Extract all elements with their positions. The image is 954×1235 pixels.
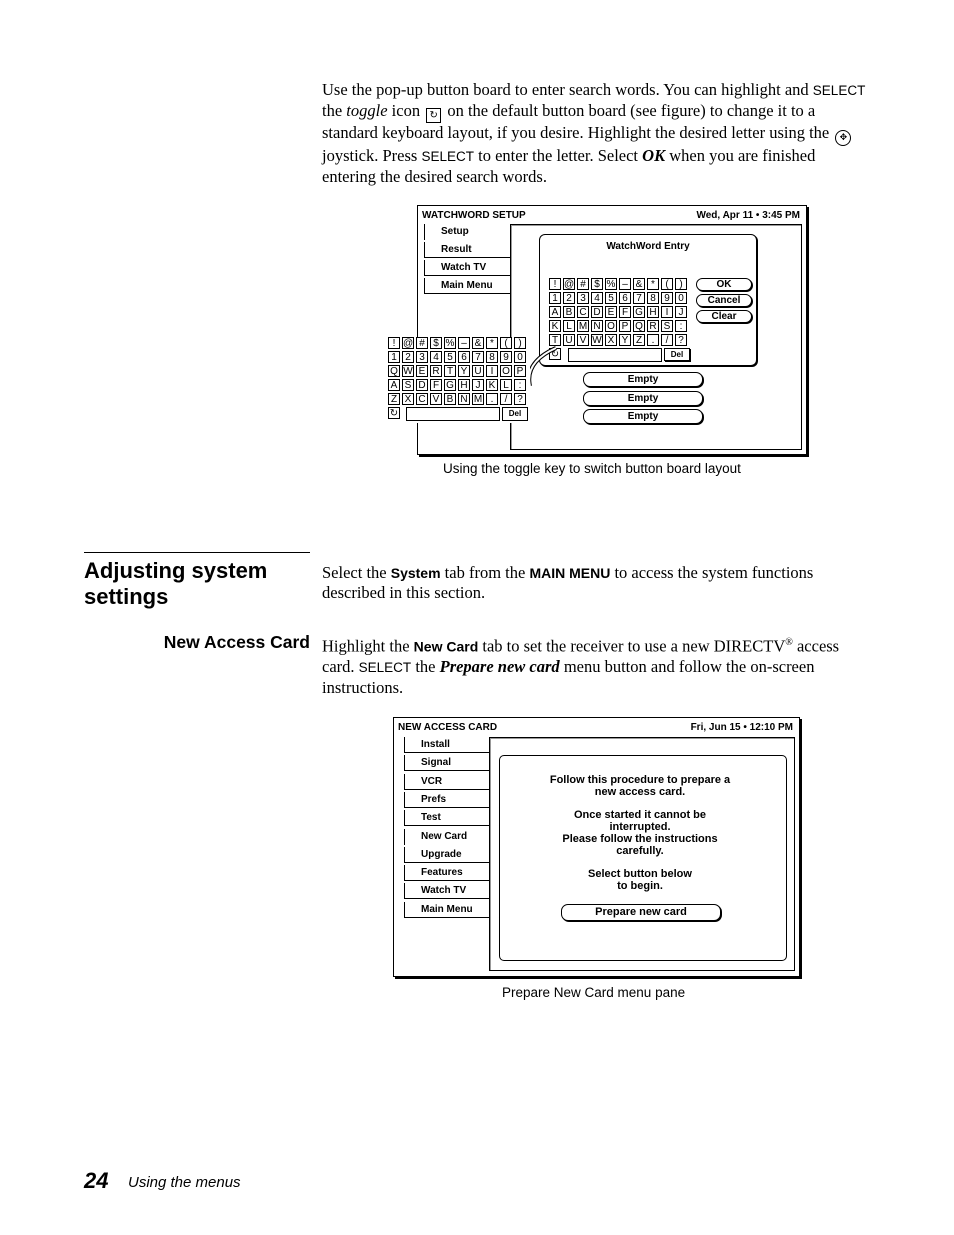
default-board-key[interactable]: L [563,320,575,332]
prepare-new-card-button[interactable]: Prepare new card [561,904,721,921]
keyboard-board-key[interactable]: ! [388,337,400,349]
keyboard-board-key[interactable]: & [472,337,484,349]
default-board-key[interactable]: ( [661,278,673,290]
default-board-key[interactable]: ! [549,278,561,290]
tab-upgrade[interactable]: Upgrade [404,847,489,863]
default-board-key[interactable]: T [549,334,561,346]
message-3: Select button below to begin. [588,868,692,892]
default-board-key[interactable]: % [606,279,616,290]
keyboard-board-key[interactable]: T [444,365,456,377]
intro-paragraph: Use the pop-up button board to enter search words. You can highlight and SELECT the toggle icon ↻ on the default button board (see figure) to change it to a standard keyboard layout, if you desire. Highlight the desired letter using the ✥ joystick. Press SELECT to enter the letter. Select OK when you are finished entering the desired search words. [322,80,866,186]
empty-slot-1[interactable]: Empty [583,372,703,387]
keyboard-board-key[interactable]: J [472,379,484,391]
keyboard-board-key[interactable]: 3 [416,351,428,363]
default-board-key[interactable]: # [577,278,589,290]
keyboard-board-key[interactable]: L [500,379,512,391]
default-board-key[interactable]: 6 [619,292,631,304]
keyboard-board-key[interactable]: 9 [500,351,512,363]
default-board-key[interactable]: G [633,306,645,318]
keyboard-board-key[interactable]: V [430,393,442,405]
tab-signal[interactable]: Signal [404,755,489,771]
figure2-caption: Prepare New Card menu pane [502,985,686,1000]
default-board-key[interactable]: 9 [661,292,673,304]
joystick-icon: ✥ [835,130,851,146]
keyboard-board-key[interactable]: 6 [458,351,470,363]
empty-slot-2[interactable]: Empty [583,391,703,406]
keyboard-board-key[interactable]: Q [388,365,400,377]
keyboard-text-field[interactable] [406,407,500,421]
keyboard-board-key[interactable]: U [472,365,484,377]
default-board-key[interactable]: 2 [563,292,575,304]
default-board-key[interactable]: B [563,306,575,318]
keyboard-board-key[interactable]: 1 [388,351,400,363]
default-board-key[interactable]: N [591,320,603,332]
default-board-key[interactable]: . [647,334,659,346]
toggle-key[interactable]: ↻ [550,349,560,360]
keyboard-board-key[interactable]: S [402,379,414,391]
section-paragraph: Select the System tab from the MAIN MENU to access the system functions described in this section. [322,563,814,602]
screen-datetime-2: Fri, Jun 15 • 12:10 PM [690,722,793,733]
keyboard-board-key[interactable]: F [430,379,442,391]
default-board-key[interactable]: H [647,306,659,318]
default-board-key[interactable]: D [591,306,603,318]
keyboard-board-key[interactable]: 8 [486,351,498,363]
keyboard-board-key[interactable]: I [486,365,498,377]
default-board-key[interactable]: : [675,320,687,332]
keyboard-board-key[interactable]: * [486,337,498,349]
keyboard-board-key[interactable]: Y [458,365,470,377]
default-board-key[interactable]: E [605,306,617,318]
screen-title-2: NEW ACCESS CARD [398,722,498,733]
default-board-key[interactable]: A [549,306,561,318]
tab-prefs[interactable]: Prefs [404,792,489,808]
keyboard-board-key[interactable]: M [473,394,483,405]
keyboard-button-board [386,337,530,423]
entry-text-field[interactable] [568,348,662,362]
keyboard-board-key[interactable]: # [416,337,428,349]
default-board-key[interactable]: * [647,278,659,290]
default-board-key[interactable]: – [619,278,631,290]
default-board-key[interactable]: $ [591,278,603,290]
default-board-key[interactable]: 3 [577,292,589,304]
default-board-key[interactable]: W [592,335,602,346]
tab-new-card[interactable]: New Card [404,829,489,845]
keyboard-board-key[interactable]: N [458,393,470,405]
default-board-key[interactable]: S [661,320,673,332]
keyboard-board-key[interactable]: 0 [514,351,526,363]
default-board-key[interactable]: K [549,320,561,332]
watchword-entry-dialog [539,234,757,366]
tab-main-menu[interactable]: Main Menu [424,278,510,294]
tab-test[interactable]: Test [404,810,489,826]
default-board-key[interactable]: 8 [647,292,659,304]
message-1: Follow this procedure to prepare a new access card. [549,774,731,798]
default-board-key[interactable]: 4 [591,292,603,304]
keyboard-board-key[interactable]: : [514,379,526,391]
keyboard-board-key[interactable]: $ [430,337,442,349]
default-board-key[interactable]: F [619,306,631,318]
screen-title: WATCHWORD SETUP [422,210,526,221]
default-board-key[interactable]: R [647,320,659,332]
keyboard-board-key[interactable]: A [388,379,400,391]
keyboard-board-key[interactable]: C [416,393,428,405]
keyboard-board-key[interactable]: 7 [472,351,484,363]
cancel-button[interactable]: Cancel [696,294,752,307]
tab-watch-tv[interactable]: Watch TV [404,883,489,899]
keyboard-board-key[interactable]: . [486,393,498,405]
ok-button[interactable]: OK [696,278,752,291]
tab-install[interactable]: Install [404,737,489,753]
keyboard-board-key[interactable]: R [430,365,442,377]
keyboard-board-key[interactable]: B [444,393,456,405]
default-board-key[interactable]: C [577,306,589,318]
default-board-key[interactable]: Z [633,334,645,346]
page-number: 24 [84,1168,109,1193]
default-board-key[interactable]: P [619,320,631,332]
default-board-key[interactable]: ) [675,278,687,290]
keyboard-board-key[interactable]: ? [514,393,526,405]
keyboard-board-key[interactable]: ( [500,337,512,349]
default-board-key[interactable]: Y [619,334,631,346]
default-board-key[interactable]: V [577,334,589,346]
tab-watch-tv[interactable]: Watch TV [424,260,510,276]
keyboard-board-key[interactable]: P [514,365,526,377]
keyboard-board-key[interactable]: H [458,379,470,391]
tab-features[interactable]: Features [404,865,489,881]
default-board-key[interactable]: / [661,334,673,346]
screen-datetime: Wed, Apr 11 • 3:45 PM [696,210,800,221]
default-board-key[interactable]: 1 [549,292,561,304]
del-button-2[interactable]: Del [502,407,528,421]
tab-main-menu[interactable]: Main Menu [404,902,489,918]
section-rule [84,552,310,553]
default-board-key[interactable]: 0 [675,292,687,304]
tab-vcr[interactable]: VCR [404,774,489,790]
keyboard-board-key[interactable]: 4 [430,351,442,363]
footer-section: Using the menus [128,1174,241,1191]
tab-result[interactable]: Result [424,242,510,258]
default-board-key[interactable]: 5 [605,292,617,304]
default-board-key[interactable]: M [578,321,588,332]
keyboard-board-key[interactable]: 5 [444,351,456,363]
keyboard-board-key[interactable]: D [416,379,428,391]
dialog-title: WatchWord Entry [606,241,690,252]
tab-setup[interactable]: Setup [424,224,510,240]
keyboard-board-key[interactable]: % [445,338,455,349]
default-board-key[interactable]: Q [633,320,645,332]
default-board-key[interactable]: I [661,306,673,318]
keyboard-board-key[interactable]: 2 [402,351,414,363]
keyboard-board-key[interactable]: W [403,366,413,377]
keyboard-board-key[interactable]: – [458,337,470,349]
keyboard-board-key[interactable]: ) [514,337,526,349]
clear-button[interactable]: Clear [696,310,752,323]
new-access-card-screen [393,717,800,977]
message-2: Once started it cannot be interrupted. Please follow the instructions carefully. [562,809,718,857]
default-board-key[interactable]: & [633,278,645,290]
figure1-caption: Using the toggle key to switch button board layout [443,461,741,476]
default-board-key[interactable]: X [605,334,617,346]
keyboard-board-key[interactable]: Z [388,393,400,405]
subsection-heading: New Access Card [163,632,310,652]
default-board-key[interactable]: U [563,334,575,346]
keyboard-board-key[interactable]: G [444,379,456,391]
toggle-icon: ↻ [426,108,441,123]
default-board-key[interactable]: 7 [633,292,645,304]
message-panel [499,755,787,961]
keyboard-board-key[interactable]: / [500,393,512,405]
keyboard-board-key[interactable]: E [416,365,428,377]
section-heading: Adjusting system settings [84,558,268,609]
default-board-key[interactable]: @ [564,279,575,290]
subsection-paragraph: Highlight the New Card tab to set the receiver to use a new DIRECTV® access card. SELECT the Prepare new card menu button and follow the on-screen instructions. [322,636,840,697]
del-button[interactable]: Del [664,348,690,361]
toggle-key-2[interactable]: ↻ [389,408,399,419]
empty-slot-3[interactable]: Empty [583,409,703,424]
default-board-key[interactable]: J [675,306,687,318]
keyboard-board-key[interactable]: @ [403,338,414,349]
default-board-key[interactable]: ? [675,334,687,346]
keyboard-board-key[interactable]: X [402,393,414,405]
default-board-key[interactable]: O [605,320,617,332]
keyboard-board-key[interactable]: O [500,365,512,377]
keyboard-board-key[interactable]: K [486,379,498,391]
